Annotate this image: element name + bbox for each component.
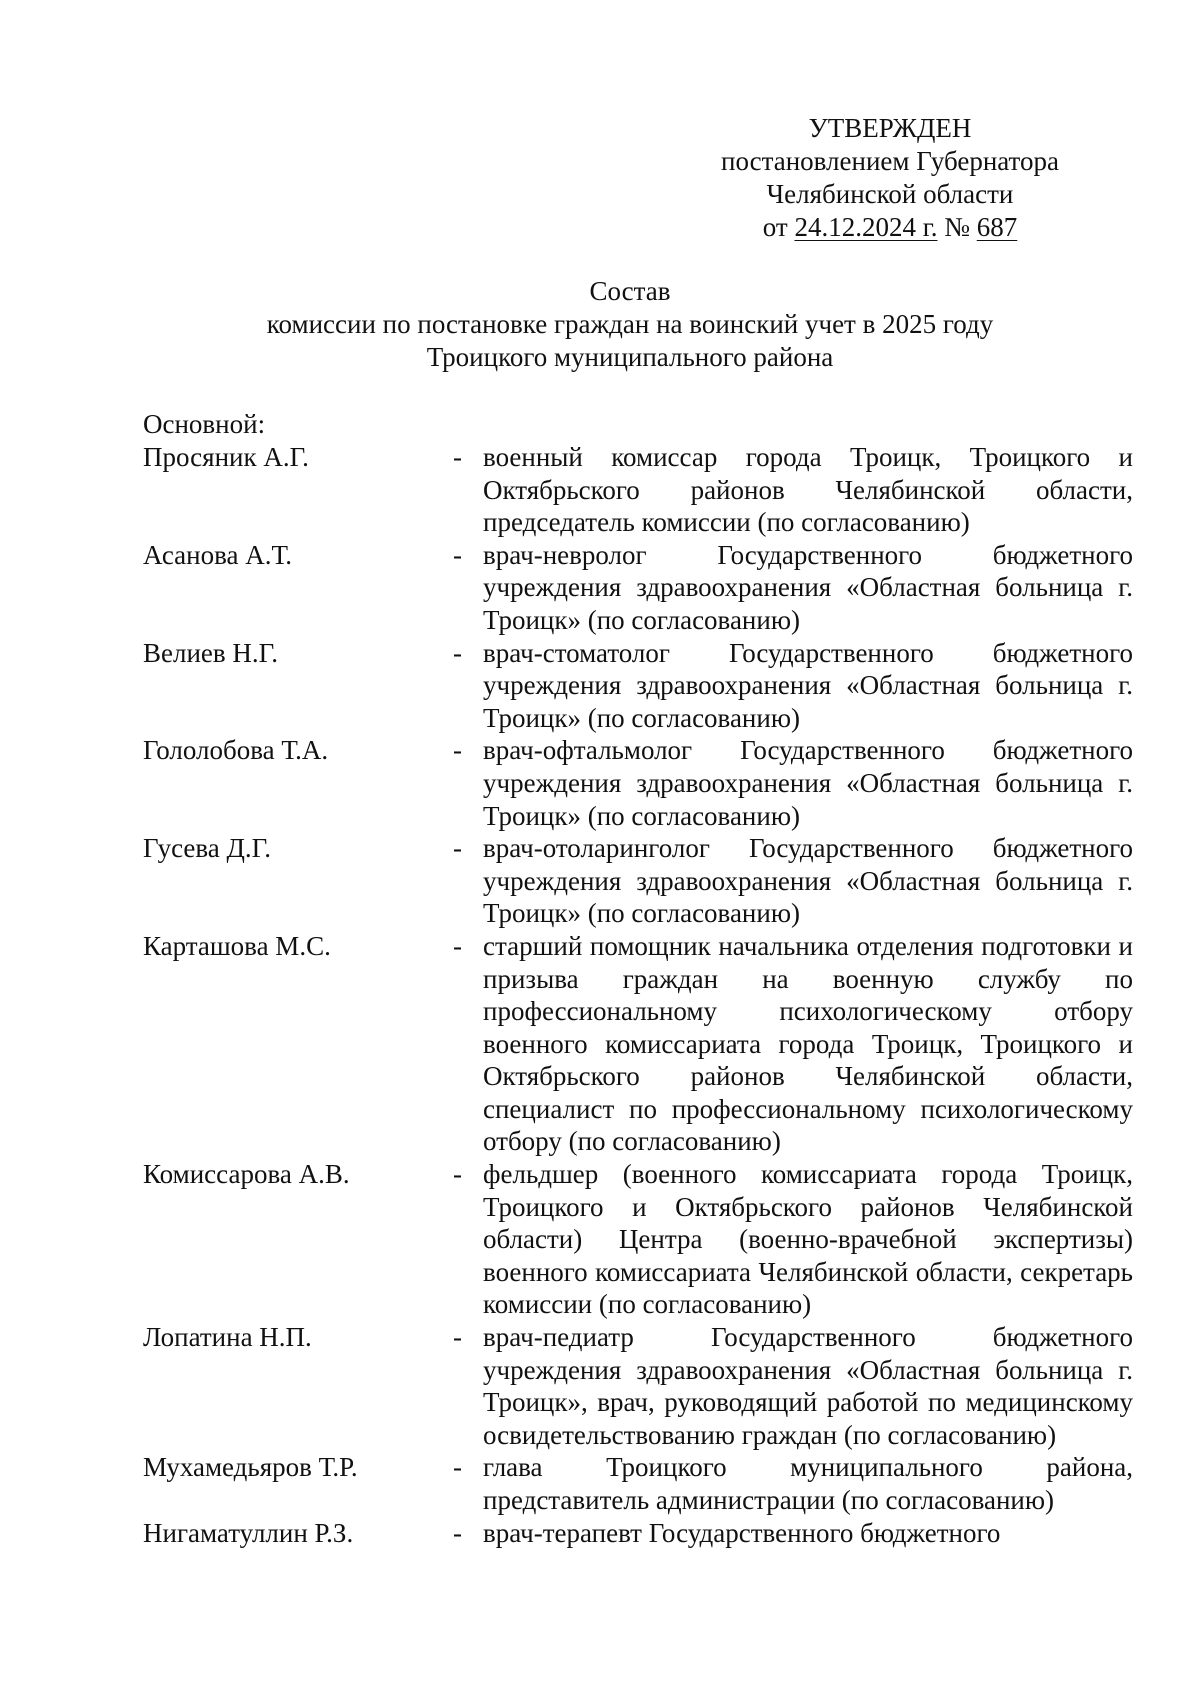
member-dash: - bbox=[453, 442, 462, 472]
member-row bbox=[143, 539, 1133, 637]
member-description: врач-отоларинголог Государственного бюджетного учреждения здравоохранения «Областная больница г. Троицк» (по согласованию) bbox=[483, 833, 1133, 929]
member-name: Комиссарова А.В. bbox=[143, 1159, 350, 1190]
approval-date-prefix: от bbox=[762, 212, 795, 242]
member-description: врач-стоматолог Государственного бюджетного учреждения здравоохранения «Областная больница г. Троицк» (по согласованию) bbox=[483, 637, 1133, 733]
approval-stamp bbox=[700, 112, 1080, 244]
heading-title: Состав bbox=[589, 276, 671, 306]
member-row bbox=[143, 637, 1133, 735]
member-description: врач-офтальмолог Государственного бюджетного учреждения здравоохранения «Областная больница г. Троицк» (по согласованию) bbox=[483, 735, 1133, 831]
member-row bbox=[143, 930, 1133, 1158]
approval-number: 687 bbox=[976, 212, 1018, 242]
member-name: Просяник А.Г. bbox=[143, 442, 309, 472]
members-list bbox=[143, 441, 1133, 1549]
member-description: старший помощник начальника отделения подготовки и призыва граждан на военную службу по профессиональному психологическому отбору военного комиссариата города Троицк, Троицкого и Октябрьского районов Челябинской области, специалист по профессиональному психологическому отбору (по согласованию) bbox=[483, 930, 1133, 1157]
member-row bbox=[143, 832, 1133, 930]
member-name: Гололобова Т.А. bbox=[143, 735, 329, 766]
member-dash: - bbox=[453, 539, 462, 570]
member-description: врач-терапевт Государственного бюджетного bbox=[483, 1517, 1001, 1548]
member-name: Мухамедьяров Т.Р. bbox=[143, 1452, 358, 1483]
member-name: Нигаматуллин Р.З. bbox=[143, 1517, 354, 1548]
member-dash: - bbox=[453, 1322, 462, 1353]
approval-number-prefix: № bbox=[937, 212, 977, 242]
member-name: Карташова М.С. bbox=[143, 930, 331, 961]
approval-date-line bbox=[700, 211, 1080, 244]
member-description: врач-невролог Государственного бюджетного учреждения здравоохранения «Областная больница г. Троицк» (по согласованию) bbox=[483, 539, 1133, 635]
member-row bbox=[143, 1321, 1133, 1451]
member-dash: - bbox=[453, 637, 462, 668]
member-dash: - bbox=[453, 930, 462, 961]
member-dash: - bbox=[453, 735, 462, 766]
member-description: глава Троицкого муниципального района, представитель администрации (по согласованию) bbox=[483, 1452, 1133, 1515]
member-row bbox=[143, 734, 1133, 832]
member-row bbox=[143, 441, 1133, 539]
section-label-main: Основной: bbox=[143, 409, 266, 439]
member-row bbox=[143, 1517, 1133, 1550]
heading-subtitle: комиссии по постановке граждан на воинский учет в 2025 году bbox=[266, 309, 994, 339]
member-description: врач-педиатр Государственного бюджетного учреждения здравоохранения «Областная больница г. Троицк», врач, руководящий работой по медицинскому освидетельствованию граждан (по согласованию) bbox=[483, 1322, 1133, 1450]
document-heading bbox=[130, 275, 1130, 374]
heading-district: Троицкого муниципального района bbox=[426, 342, 834, 372]
approval-line-decree: постановлением Губернатора bbox=[721, 146, 1059, 176]
member-row bbox=[143, 1451, 1133, 1516]
member-dash: - bbox=[453, 833, 462, 864]
member-row bbox=[143, 1158, 1133, 1321]
member-dash: - bbox=[453, 1517, 462, 1548]
approval-date: 24.12.2024 г. bbox=[794, 212, 938, 242]
member-name: Лопатина Н.П. bbox=[143, 1322, 312, 1353]
member-description: фельдшер (военного комиссариата города Троицк, Троицкого и Октябрьского районов Челябинской области) Центра (военно-врачебной экспертизы) военного комиссариата Челябинской области, секретарь комиссии (по согласованию) bbox=[483, 1159, 1133, 1320]
member-name: Гусева Д.Г. bbox=[143, 833, 271, 864]
member-dash: - bbox=[453, 1159, 462, 1190]
member-name: Асанова А.Т. bbox=[143, 539, 292, 570]
member-description: военный комиссар города Троицк, Троицкого и Октябрьского районов Челябинской области, председатель комиссии (по согласованию) bbox=[483, 442, 1133, 538]
approval-title: УТВЕРЖДЕН bbox=[808, 113, 972, 143]
approval-line-region: Челябинской области bbox=[766, 179, 1014, 209]
member-dash: - bbox=[453, 1452, 462, 1483]
member-name: Велиев Н.Г. bbox=[143, 637, 278, 668]
